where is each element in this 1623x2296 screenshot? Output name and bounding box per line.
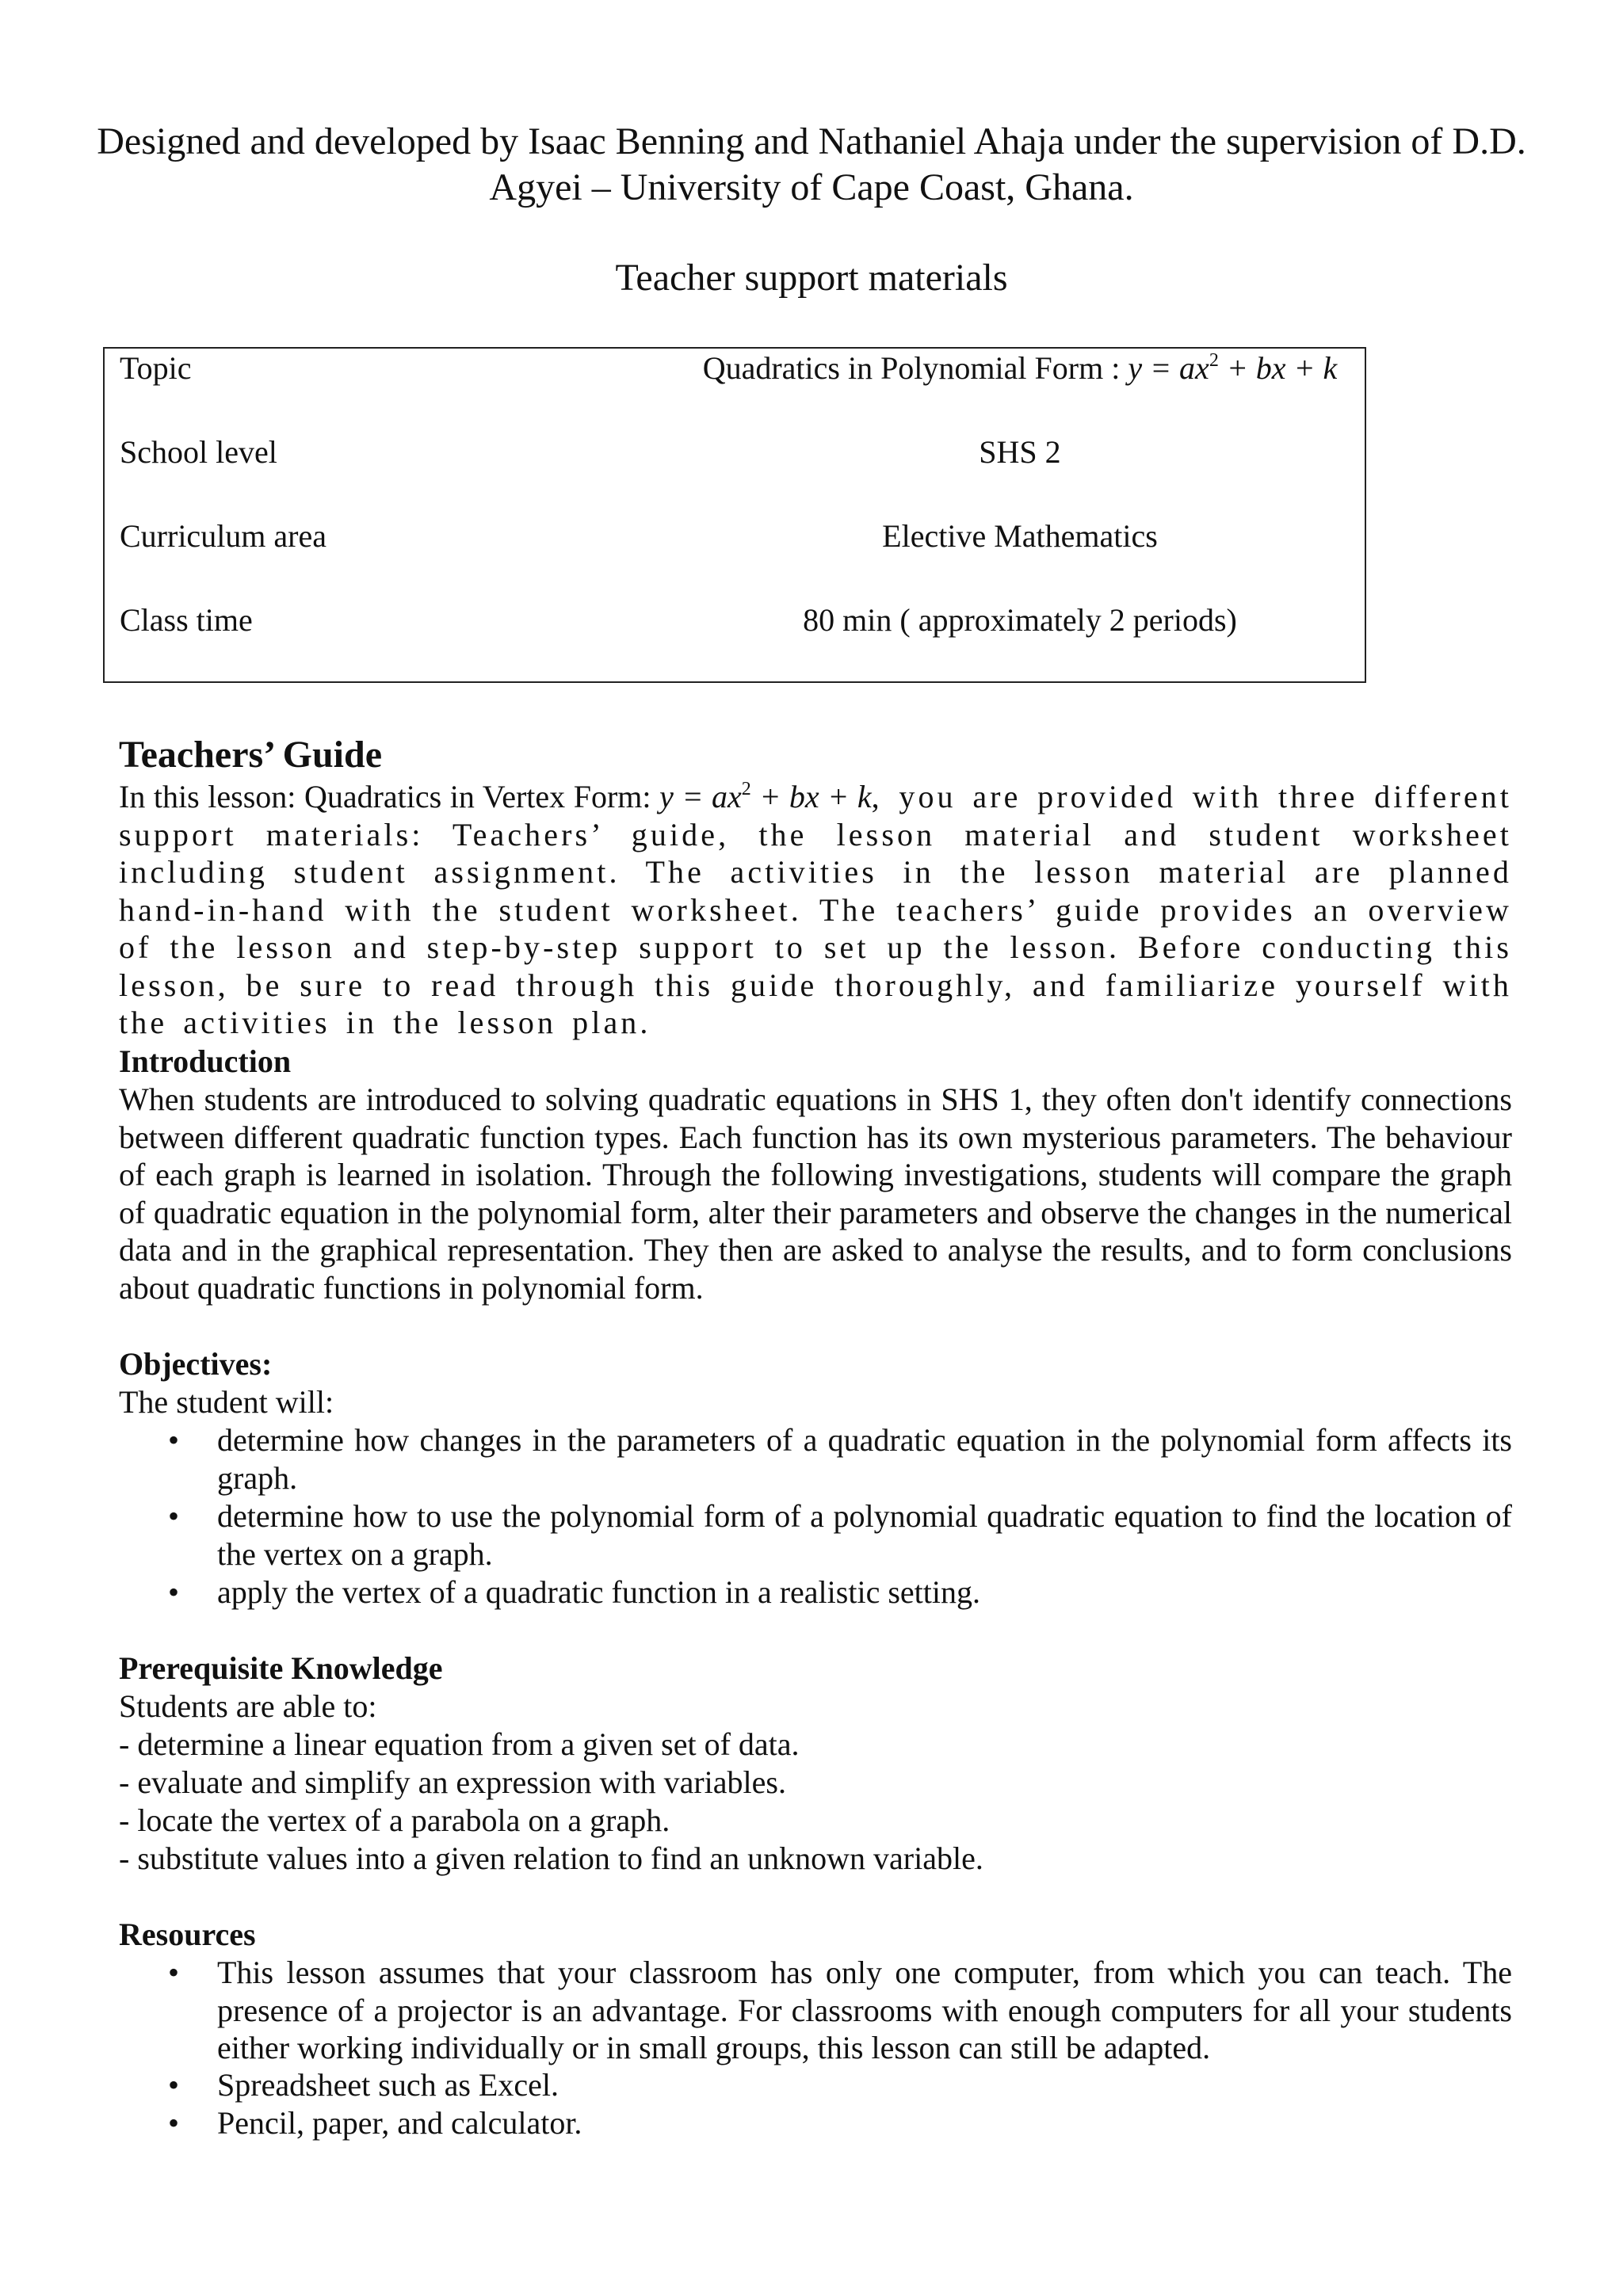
introduction-paragraph: When students are introduced to solving quadratic equations in SHS 1, they often don't identify connections between different quadratic function types. Each function has its own mysterious parameters. The behaviour of each graph is learned in isolation. Through the following investigations, students will compare the graph of quadratic equation in the polynomial form, alter their parameters and observe the changes in the numerical data and in the graphical representation. They then are asked to analyse the results, and to form conclusions about quadratic functions in polynomial form. xyxy=(119,1081,1512,1306)
info-label: Class time xyxy=(120,602,253,638)
topic-text: Quadratics in Polynomial Form : xyxy=(702,350,1128,386)
bullet-icon: • xyxy=(168,2105,180,2141)
equation-tail: + bx + k xyxy=(750,779,872,814)
equation-main: y = ax xyxy=(659,779,742,814)
info-label: School level xyxy=(120,434,277,470)
info-row-curriculum-area xyxy=(105,517,1365,556)
resource-item: Spreadsheet such as Excel. xyxy=(217,2067,559,2103)
bullet-icon: • xyxy=(168,1498,180,1534)
equation-main: y = ax xyxy=(1128,350,1209,386)
info-row-class-time xyxy=(105,601,1365,640)
info-value: Elective Mathematics xyxy=(882,518,1158,554)
objectives-lead: The student will: xyxy=(119,1384,334,1420)
prerequisite-heading: Prerequisite Knowledge xyxy=(119,1650,443,1686)
prerequisite-item: - determine a linear equation from a given set of data. xyxy=(119,1726,800,1762)
objective-item: determine how to use the polynomial form of a polynomial quadratic equation to find the location of the vertex on a graph. xyxy=(217,1498,1512,1572)
info-label: Topic xyxy=(120,350,192,386)
bullet-icon: • xyxy=(168,1955,180,1990)
info-value xyxy=(517,349,1523,388)
objectives-heading: Objectives: xyxy=(119,1346,273,1382)
teachers-guide-heading: Teachers’ Guide xyxy=(119,734,382,776)
objective-item: determine how changes in the parameters of a quadratic equation in the polynomial form affects its graph. xyxy=(217,1422,1512,1496)
credit-line: Designed and developed by Isaac Benning and Nathaniel Ahaja under the supervision of D.D. Agyei – University of Cape Coast, Ghana. xyxy=(97,120,1526,208)
prerequisite-lead: Students are able to: xyxy=(119,1688,377,1724)
info-row-topic xyxy=(105,349,1365,388)
exponent: 2 xyxy=(741,779,751,799)
prerequisite-item: - evaluate and simplify an expression with variables. xyxy=(119,1764,786,1800)
equation-tail: + bx + k xyxy=(1218,350,1338,386)
resource-item: Pencil, paper, and calculator. xyxy=(217,2105,582,2141)
bullet-icon: • xyxy=(168,1422,180,1458)
bullet-icon: • xyxy=(168,1574,180,1610)
resource-item: This lesson assumes that your classroom has only one computer, from which you can teach. The presence of a projector is an advantage. For classrooms with enough computers for all your students either working individually or in small groups, this lesson can still be adapted. xyxy=(217,1955,1512,2065)
info-value: 80 min ( approximately 2 periods) xyxy=(803,602,1237,638)
info-row-school-level xyxy=(105,433,1365,472)
bullet-icon: • xyxy=(168,2067,180,2103)
prerequisite-item: - substitute values into a given relation to find an unknown variable. xyxy=(119,1840,983,1876)
lesson-info-table xyxy=(103,347,1366,683)
page-subtitle: Teacher support materials xyxy=(615,257,1008,299)
resources-heading: Resources xyxy=(119,1917,256,1952)
introduction-heading: Introduction xyxy=(119,1043,292,1079)
prerequisite-item: - locate the vertex of a parabola on a graph. xyxy=(119,1802,670,1838)
info-value: SHS 2 xyxy=(979,434,1061,470)
exponent: 2 xyxy=(1209,350,1219,371)
teachers-guide-paragraph xyxy=(119,778,1512,1042)
paragraph-text: In this lesson: Quadratics in Vertex Form: xyxy=(119,779,660,814)
objective-item: apply the vertex of a quadratic function in a realistic setting. xyxy=(217,1574,980,1610)
info-label: Curriculum area xyxy=(120,518,327,554)
paragraph-text: , you are provided with three different support materials: Teachers’ guide, the lesson material and student worksheet including student assignment. The activities in the lesson material are planned hand-in-hand with the student worksheet. The teachers’ guide provides an overview of the lesson and step-by-step support to set up the lesson. Before conducting this lesson, be sure to read through this guide thoroughly, and familiarize yourself with the activities in the lesson plan. xyxy=(119,779,1512,1040)
